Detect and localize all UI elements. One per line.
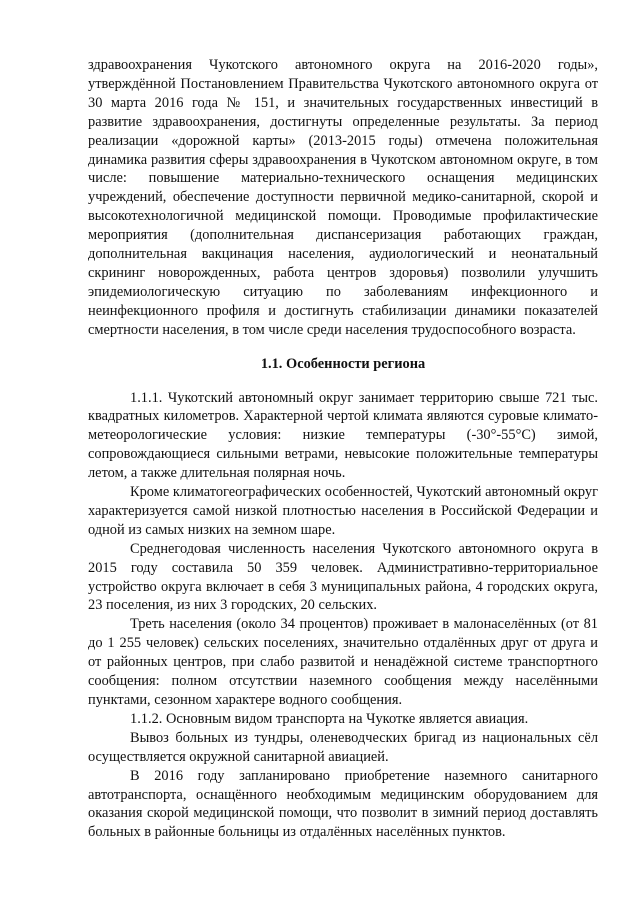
paragraph-air-ambulance: Вывоз больных из тундры, оленеводческих бригад из национальных сёл осуществляется окружной санитарной авиацией. xyxy=(88,729,598,765)
paragraph-ground-ambulance: В 2016 году запланировано приобретение наземного санитарного автотранспорта, оснащённого необходимым медицинским оборудованием для оказания скорой медицинской помощи, что позволит в зимний период доставлять больных в районные больницы из отдалённых населённых пунктов. xyxy=(88,767,598,841)
section-heading: 1.1. Особенности региона xyxy=(260,355,426,372)
paragraph-climate: 1.1.1. Чукотский автономный округ занимает территорию свыше 721 тыс. квадратных километров. Характерной чертой климата являются суровые климато-метеорологические условия: низкие температуры (-30°-55°С) зимой, сопровождающиеся сильными ветрами, невысокие положительные температуры летом, а также длительная полярная ночь. xyxy=(88,389,598,482)
intro-paragraph: здравоохранения Чукотского автономного округа на 2016-2020 годы», утверждённой Постановлением Правительства Чукотского автономного округа от 30 марта 2016 года № 151, и значительных государственных инвестиций в развитие здравоохранения, достигнуты определенные результаты. За период реализации «дорожной карты» (2013-2015 годы) отмечена положительная динамика развития сферы здравоохранения в Чукотском автономном округе, в том числе: повышение материально-технического оснащения медицинских учреждений, обеспечение доступности первичной медико-санитарной, скорой и высокотехнологичной медицинской помощи. Проводимые профилактические мероприятия (дополнительная диспансеризация работающих граждан, дополнительная вакцинация населения, аудиологический и неонатальный скрининг новорожденных, работа центров здоровья) позволили улучшить эпидемиологическую ситуацию по заболеваниям инфекционного и неинфекционного профиля и достигнуть стабилизации динамики показателей смертности населения, в том числе среди населения трудоспособного возраста. xyxy=(88,57,598,338)
paragraph-population-count: Среднегодовая численность населения Чукотского автономного округа в 2015 году составила 50 359 человек. Административно-территориальное устройство округа включает в себя 3 муниципальных района, 4 городских округа, 23 поселения, из них 3 городских, 20 сельских. xyxy=(88,540,598,614)
paragraph-transport: 1.1.2. Основным видом транспорта на Чукотке является авиация. xyxy=(130,710,529,727)
paragraph-rural-settlements: Треть населения (около 34 процентов) проживает в малонаселённых (от 81 до 1 255 человек) сельских поселениях, значительно отдалённых друг от друга и от районных центров, при слабо развитой и ненадёжной системе транспортного сообщения: полном отсутствии наземного сообщения между населёнными пунктами, сезонном характере водного сообщения. xyxy=(88,616,598,708)
document-body xyxy=(88,56,598,842)
paragraph-population-density: Кроме климатогеографических особенностей, Чукотский автономный округ характеризуется самой низкой плотностью населения в Российской Федерации и одной из самых низких на земном шаре. xyxy=(88,484,598,538)
